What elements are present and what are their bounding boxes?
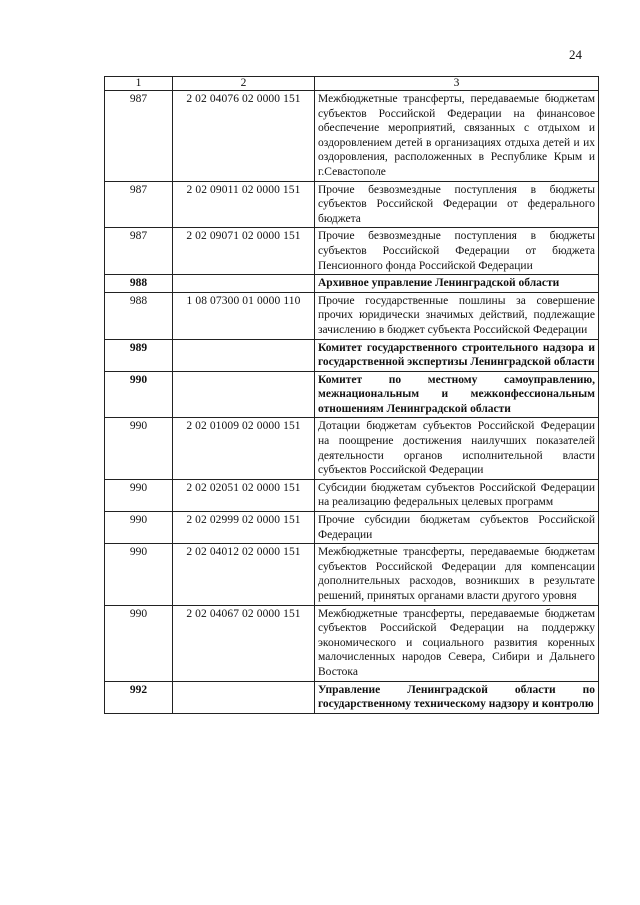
description-cell: Межбюджетные трансферты, передаваемые бюджетам субъектов Российской Федерации для компенсации дополнительных расходов, возникших в результате решений, принятых органами власти другого уровня: [315, 544, 599, 605]
budget-code-cell: [173, 681, 315, 713]
description-cell: Межбюджетные трансферты, передаваемые бюджетам субъектов Российской Федерации на поддержку экономического и социального развития коренных малочисленных народов Севера, Сибири и Дальнего Востока: [315, 605, 599, 681]
admin-code-cell: 992: [105, 681, 173, 713]
column-header-description: 3: [315, 77, 599, 91]
description-cell: Архивное управление Ленинградской области: [315, 275, 599, 293]
description-cell: Дотации бюджетам субъектов Российской Федерации на поощрение достижения наилучших показателей деятельности органов исполнительной власти субъектов Российской Федерации: [315, 418, 599, 479]
column-header-code: 2: [173, 77, 315, 91]
budget-code-cell: [173, 339, 315, 371]
column-header-admin: 1: [105, 77, 173, 91]
description-cell: Межбюджетные трансферты, передаваемые бюджетам субъектов Российской Федерации на финансовое обеспечение мероприятий, связанных с отдыхом и оздоровлением детей в организациях отдыха детей и их оздоровления, расположенных в Республике Крым и г.Севастополе: [315, 91, 599, 182]
table-row: [105, 91, 599, 182]
description-cell: Комитет государственного строительного надзора и государственной экспертизы Ленинградской области: [315, 339, 599, 371]
description-cell: Комитет по местному самоуправлению, межнациональным и межконфессиональным отношениям Ленинградской области: [315, 371, 599, 418]
description-cell: Прочие безвозмездные поступления в бюджеты субъектов Российской Федерации от бюджета Пенсионного фонда Российской Федерации: [315, 228, 599, 275]
budget-code-cell: 2 02 04012 02 0000 151: [173, 544, 315, 605]
budget-code-cell: 2 02 04076 02 0000 151: [173, 91, 315, 182]
budget-code-cell: 1 08 07300 01 0000 110: [173, 292, 315, 339]
admin-code-cell: 989: [105, 339, 173, 371]
admin-code-cell: 988: [105, 292, 173, 339]
description-cell: Субсидии бюджетам субъектов Российской Федерации на реализацию федеральных целевых программ: [315, 479, 599, 511]
table-row: [105, 544, 599, 605]
description-cell: Прочие безвозмездные поступления в бюджеты субъектов Российской Федерации от федерального бюджета: [315, 181, 599, 228]
description-cell: Прочие субсидии бюджетам субъектов Российской Федерации: [315, 512, 599, 544]
table-row: [105, 181, 599, 228]
page-number: 24: [569, 47, 582, 62]
table-row: [105, 371, 599, 418]
budget-code-cell: 2 02 02999 02 0000 151: [173, 512, 315, 544]
admin-code-cell: 990: [105, 479, 173, 511]
admin-code-cell: 987: [105, 228, 173, 275]
admin-code-cell: 990: [105, 605, 173, 681]
admin-code-cell: 990: [105, 371, 173, 418]
table-row: [105, 681, 599, 713]
budget-code-cell: 2 02 04067 02 0000 151: [173, 605, 315, 681]
description-cell: Управление Ленинградской области по государственному техническому надзору и контролю: [315, 681, 599, 713]
budget-code-cell: 2 02 01009 02 0000 151: [173, 418, 315, 479]
admin-code-cell: 987: [105, 181, 173, 228]
budget-code-cell: 2 02 09071 02 0000 151: [173, 228, 315, 275]
description-cell: Прочие государственные пошлины за совершение прочих юридически значимых действий, подлежащие зачислению в бюджет субъекта Российской Федерации: [315, 292, 599, 339]
admin-code-cell: 987: [105, 91, 173, 182]
admin-code-cell: 988: [105, 275, 173, 293]
budget-code-cell: [173, 275, 315, 293]
budget-code-cell: 2 02 09011 02 0000 151: [173, 181, 315, 228]
table-body: [105, 91, 599, 714]
table-row: [105, 605, 599, 681]
revenue-code-table: [104, 76, 599, 714]
budget-code-cell: 2 02 02051 02 0000 151: [173, 479, 315, 511]
table-row: [105, 275, 599, 293]
admin-code-cell: 990: [105, 512, 173, 544]
table-row: [105, 418, 599, 479]
table-row: [105, 292, 599, 339]
table-row: [105, 228, 599, 275]
admin-code-cell: 990: [105, 418, 173, 479]
table-row: [105, 479, 599, 511]
table-header-row: [105, 77, 599, 91]
table-row: [105, 339, 599, 371]
budget-code-cell: [173, 371, 315, 418]
table-row: [105, 512, 599, 544]
admin-code-cell: 990: [105, 544, 173, 605]
